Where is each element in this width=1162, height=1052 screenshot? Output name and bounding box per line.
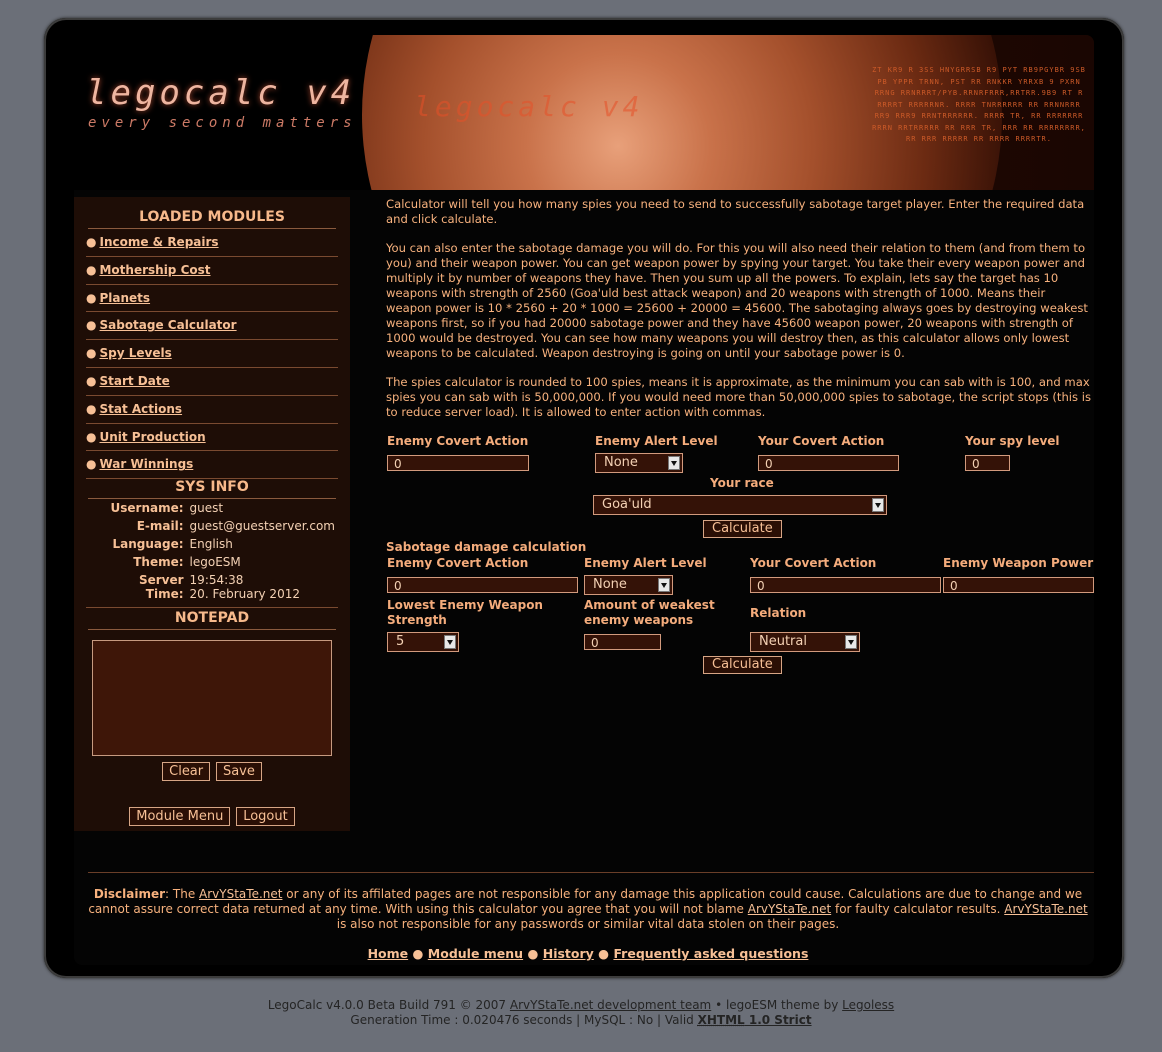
email-value: guest@guestserver.com <box>189 519 335 534</box>
server-time-label: Server Time: <box>138 573 184 602</box>
bullet-icon: ● <box>86 235 97 249</box>
email-label: E-mail: <box>136 519 184 534</box>
disclaimer-text-1: : The <box>165 887 200 901</box>
list-item <box>86 340 338 368</box>
theme-value: legoESM <box>189 555 241 570</box>
lowest-weapon-value: 5 <box>396 634 405 649</box>
intro-paragraph-3: The spies calculator is rounded to 100 spies, means it is approximate, as the minimum you can sab with is 100, and max spies you can sab with is 50,000,000. If you would need more than 50,000,000 spies to sabotage, the script stops (this is to reduce server load). It is allowed to enter action with commas. <box>386 375 1091 419</box>
relation-value: Neutral <box>759 634 807 649</box>
damage-enemy-covert-label: Enemy Covert Action <box>387 556 529 570</box>
module-link-unit-production[interactable]: Unit Production <box>99 429 206 444</box>
content-panel <box>74 35 1094 965</box>
module-link-stat-actions[interactable]: Stat Actions <box>99 401 183 416</box>
module-link-mothership[interactable]: Mothership Cost <box>99 262 211 277</box>
intro-paragraph-2: You can also enter the sabotage damage you will do. For this you will also need their relation to them (and from them to you) and their weapon power. You can get weapon power by spying your target. You take their every weapon power and multiply it by number of weapons they have. Then you sum up all the powers. To explain, lets say the target has 10 weapons with strength of 2560 (Goa'uld best attack weapon) and 20 weapons with strength of 1000. Means their weapon power is 10 * 2560 + 20 * 1000 = 25600 + 20000 = 45600. The sabotaging always goes by destroying weakest weapons first, so if you had 20000 sabotage power and they have 45600 weapon power, 20 weapons with strength of 1000 would be destroyed. You can see how many weapons you will destroy then, as this calculator allows only lowest weapons to be calculated. Weapon destroying is going on until your sabotage power is 0. <box>386 241 1088 360</box>
enemy-alert-label: Enemy Alert Level <box>595 434 718 448</box>
weapon-amount-label: Amount of weakest enemy weapons <box>584 598 715 627</box>
your-covert-input[interactable]: 0 <box>758 455 899 471</box>
spy-level-input[interactable]: 0 <box>965 455 1010 471</box>
damage-your-covert-input[interactable]: 0 <box>750 577 941 593</box>
faq-link[interactable]: Frequently asked questions <box>613 946 809 961</box>
site-link[interactable]: ArvYStaTe.net <box>1004 902 1088 916</box>
damage-alert-value: None <box>593 577 627 592</box>
list-item <box>86 229 338 257</box>
credits-text-2: • legoESM theme by <box>711 998 843 1012</box>
logo-tagline: every second matters <box>88 115 357 131</box>
list-item <box>86 285 338 313</box>
race-label: Your race <box>710 476 774 490</box>
weapon-power-input[interactable]: 0 <box>943 577 1094 593</box>
logout-button[interactable]: Logout <box>236 807 295 826</box>
race-value: Goa'uld <box>602 497 652 512</box>
sysinfo-heading: SYS INFO <box>88 479 336 499</box>
server-date: 20. February 2012 <box>189 587 300 602</box>
footer-links <box>88 946 1088 961</box>
enemy-covert-input[interactable]: 0 <box>387 455 529 471</box>
footer-divider <box>88 872 1094 873</box>
separator-icon: ● <box>598 946 610 961</box>
damage-enemy-covert-input[interactable]: 0 <box>387 577 578 593</box>
weapon-amount-input[interactable]: 0 <box>584 634 661 650</box>
sysinfo-table <box>104 499 338 603</box>
bullet-icon: ● <box>86 262 97 277</box>
credits-line-1 <box>0 998 1162 1013</box>
chevron-down-icon <box>444 635 456 649</box>
list-item <box>86 451 338 479</box>
calculate-damage-button[interactable]: Calculate <box>703 656 782 674</box>
bullet-icon: ● <box>86 290 97 305</box>
logo: legocalc v4 <box>86 73 356 113</box>
language-value: English <box>189 537 233 552</box>
xhtml-abbr: XHTML <box>697 1013 745 1027</box>
disclaimer-text-4: is also not responsible for any passwords or similar vital data stolen on their pages. <box>336 917 840 931</box>
calculate-spies-button[interactable]: Calculate <box>703 520 782 538</box>
sidebar <box>74 197 350 831</box>
credits-line-2 <box>0 1013 1162 1028</box>
module-menu-button[interactable]: Module Menu <box>129 807 230 826</box>
bullet-icon: ● <box>86 318 97 333</box>
xhtml-strict: 1.0 Strict <box>744 1013 812 1027</box>
enemy-covert-label: Enemy Covert Action <box>387 434 529 448</box>
notepad-textarea[interactable] <box>92 640 332 756</box>
sabotage-damage-heading: Sabotage damage calculation <box>386 540 587 554</box>
alien-glyph-text: ZT KR9 R 3SS HNYGRRSB R9 PYT RB9PGYBR 9SB PB YPPR TRNN, PST RR RNKKR YRRXB 9 PXRN RRNG RRNRRRT/PYB.RRNRFRRR,RRTRR.9B9 RT R RRRRT RRRRRNR. RRRR TNRRRRRR RR RRNNRRR RR9 RRR9 RRNTRRRRRR. RRRR TR, RR RRRRRRR RRRN RRTRRRRR RR RRR TR, RRR RR RRRRRRRR, RR RRR RRRRR RR RRRR RRRRTR. <box>872 66 1086 143</box>
separator-icon: ● <box>412 946 424 961</box>
chevron-down-icon <box>872 498 884 512</box>
logo-watermark: legocalc v4 <box>414 90 644 123</box>
race-select[interactable] <box>593 495 887 515</box>
home-link[interactable]: Home <box>367 946 409 961</box>
your-covert-label: Your Covert Action <box>758 434 885 448</box>
theme-label: Theme: <box>133 555 184 570</box>
list-item <box>86 312 338 340</box>
list-item <box>86 368 338 396</box>
server-time-value <box>187 571 338 603</box>
notepad-buttons <box>74 762 350 781</box>
username-label: Username: <box>110 501 184 516</box>
module-list <box>74 229 350 479</box>
credits <box>0 998 1162 1028</box>
username-value: guest <box>189 501 224 516</box>
clear-button[interactable]: Clear <box>162 762 210 781</box>
module-link-spy-levels[interactable]: Spy Levels <box>99 346 172 361</box>
weapon-power-label: Enemy Weapon Power <box>943 556 1094 570</box>
spy-level-label: Your spy level <box>965 434 1060 448</box>
relation-select[interactable] <box>750 632 860 652</box>
chevron-down-icon <box>658 578 670 592</box>
list-item <box>86 424 338 452</box>
enemy-alert-value: None <box>604 455 638 470</box>
bullet-icon: ● <box>86 401 97 416</box>
module-link-start-date[interactable]: Start Date <box>99 373 170 388</box>
history-link[interactable]: History <box>542 946 594 961</box>
disclaimer <box>88 887 1088 932</box>
relation-label: Relation <box>750 606 807 620</box>
modules-heading: LOADED MODULES <box>88 209 336 229</box>
list-item <box>86 257 338 285</box>
enemy-alert-select[interactable] <box>595 453 683 473</box>
damage-your-covert-label: Your Covert Action <box>750 556 877 570</box>
intro-paragraph-1: Calculator will tell you how many spies you need to send to successfully sabotage target player. Enter the required data and click calculate. <box>386 197 1085 226</box>
module-link-income[interactable]: Income & Repairs <box>99 235 219 249</box>
credits-text-1: LegoCalc v4.0.0 Beta Build 791 © 2007 <box>267 998 510 1012</box>
server-time: 19:54:38 <box>189 573 244 588</box>
bullet-icon: ● <box>86 429 97 444</box>
dev-team-link[interactable]: ArvYStaTe.net development team <box>509 998 712 1012</box>
module-menu-link[interactable]: Module menu <box>427 946 524 961</box>
sysinfo-panel <box>86 499 338 608</box>
damage-alert-label: Enemy Alert Level <box>584 556 707 570</box>
save-button[interactable]: Save <box>216 762 262 781</box>
language-label: Language: <box>112 537 184 552</box>
lowest-weapon-label: Lowest Enemy Weapon Strength <box>387 598 543 627</box>
notepad-heading: NOTEPAD <box>88 610 336 630</box>
bullet-icon: ● <box>86 346 97 361</box>
lowest-weapon-select[interactable] <box>387 632 459 652</box>
main-content <box>386 197 1094 684</box>
page-frame <box>44 18 1124 978</box>
theme-author-link[interactable]: Legoless <box>842 998 895 1012</box>
disclaimer-text-3: for faulty calculator results. <box>831 902 1005 916</box>
nav-buttons <box>74 807 350 826</box>
bullet-icon: ● <box>86 457 97 472</box>
header-banner <box>74 35 1094 190</box>
module-link-sabotage[interactable]: Sabotage Calculator <box>99 318 237 333</box>
calculator-forms <box>386 434 1094 684</box>
xhtml-validation-link[interactable] <box>698 1013 812 1027</box>
disclaimer-label: Disclaimer <box>93 887 166 901</box>
site-link[interactable]: ArvYStaTe.net <box>747 902 832 916</box>
site-link[interactable]: ArvYStaTe.net <box>199 887 283 901</box>
damage-alert-select[interactable] <box>584 575 673 595</box>
separator-icon: ● <box>527 946 539 961</box>
disclaimer-text-2: or any of its affilated pages are not responsible for any damage this application could cause. Calculations are due to change and we cannot assure correct data returned at any time. With using this calculator you agree that you will not blame <box>88 887 1083 916</box>
generation-time: Generation Time : 0.020476 seconds | MySQL : No | Valid <box>350 1013 698 1027</box>
module-link-planets[interactable]: Planets <box>99 290 151 305</box>
chevron-down-icon <box>668 456 680 470</box>
chevron-down-icon <box>845 635 857 649</box>
list-item <box>86 396 338 424</box>
module-link-war-winnings[interactable]: War Winnings <box>99 457 194 472</box>
bullet-icon: ● <box>86 373 97 388</box>
